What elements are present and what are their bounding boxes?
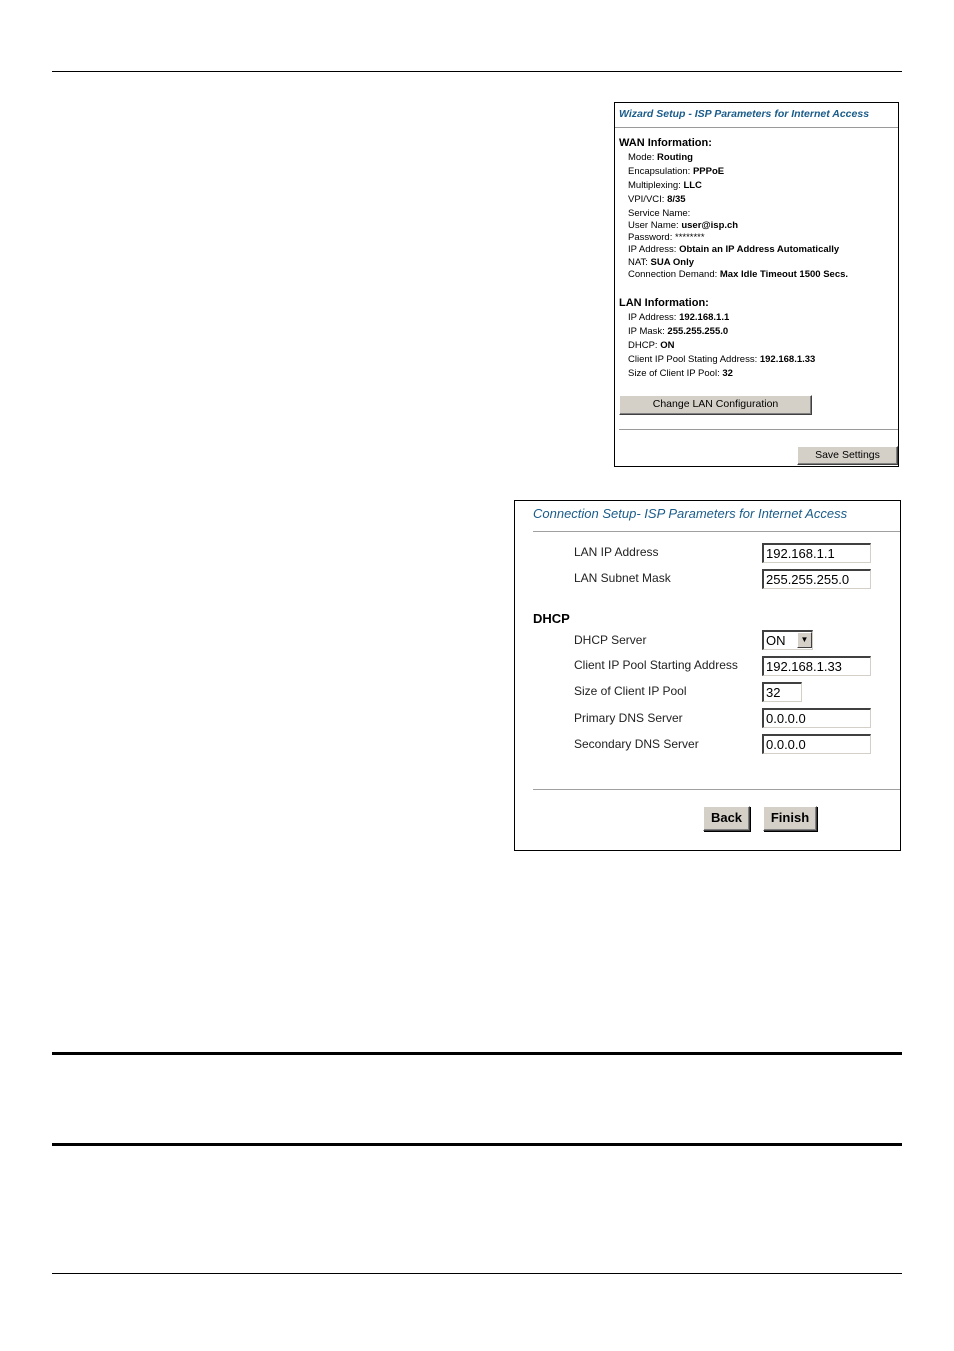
lan-ip-address-label: LAN IP Address (574, 545, 659, 559)
wizard-summary-panel (614, 102, 899, 467)
dhcp-section-heading: DHCP (533, 611, 570, 626)
pool-size-label: Size of Client IP Pool (574, 684, 687, 698)
lan-row-pool-size: Size of Client IP Pool: 32 (628, 368, 733, 379)
primary-dns-input[interactable]: 0.0.0.0 (762, 708, 871, 728)
wan-row-connection-demand: Connection Demand: Max Idle Timeout 1500 Secs. (628, 269, 849, 280)
chevron-down-icon[interactable]: ▼ (797, 632, 812, 648)
wan-row-mode: Mode: Routing (628, 152, 693, 163)
secondary-dns-input[interactable]: 0.0.0.0 (762, 734, 871, 754)
primary-dns-label: Primary DNS Server (574, 711, 683, 725)
lan-subnet-mask-input[interactable]: 255.255.255.0 (762, 569, 871, 589)
lan-row-ip-mask: IP Mask: 255.255.255.0 (628, 326, 729, 337)
finish-button[interactable]: Finish (763, 806, 817, 831)
wan-row-password: Password: ******** (628, 232, 705, 243)
section-rule-top (52, 1052, 902, 1055)
secondary-dns-label: Secondary DNS Server (574, 737, 699, 751)
page-footer-rule (52, 1273, 902, 1274)
lan-row-dhcp: DHCP: ON (628, 340, 675, 351)
section-rule-bottom (52, 1143, 902, 1146)
wan-row-multiplexing: Multiplexing: LLC (628, 180, 702, 191)
connection-setup-panel (514, 500, 901, 851)
wizard-panel-title: Wizard Setup - ISP Parameters for Internet Access (619, 108, 870, 120)
back-button[interactable]: Back (703, 806, 750, 831)
panel-divider (533, 789, 900, 790)
wan-row-user-name: User Name: user@isp.ch (628, 220, 739, 231)
pool-size-input[interactable]: 32 (762, 682, 802, 702)
wan-row-vpi-vci: VPI/VCI: 8/35 (628, 194, 686, 205)
title-divider (533, 531, 900, 532)
dhcp-server-value: ON (766, 633, 786, 648)
wan-row-encapsulation: Encapsulation: PPPoE (628, 166, 725, 177)
lan-ip-address-input[interactable]: 192.168.1.1 (762, 543, 871, 563)
title-divider (615, 127, 898, 128)
wan-row-nat: NAT: SUA Only (628, 257, 694, 268)
save-settings-button[interactable]: Save Settings (797, 446, 898, 465)
pool-start-label: Client IP Pool Starting Address (574, 658, 738, 672)
lan-info-heading: LAN Information: (619, 297, 709, 309)
wan-row-service-name: Service Name: (628, 208, 691, 219)
lan-subnet-mask-label: LAN Subnet Mask (574, 571, 671, 585)
connection-panel-title: Connection Setup- ISP Parameters for Internet Access (533, 506, 848, 521)
dhcp-server-label: DHCP Server (574, 633, 647, 647)
page-header-rule (52, 71, 902, 72)
panel-divider (619, 429, 898, 430)
change-lan-configuration-button[interactable]: Change LAN Configuration (619, 395, 812, 415)
dhcp-server-select[interactable] (762, 630, 813, 650)
pool-start-input[interactable]: 192.168.1.33 (762, 656, 871, 676)
lan-row-pool-start: Client IP Pool Stating Address: 192.168.1.33 (628, 354, 816, 365)
wan-row-ip-address: IP Address: Obtain an IP Address Automatically (628, 244, 840, 255)
lan-row-ip-address: IP Address: 192.168.1.1 (628, 312, 730, 323)
wan-info-heading: WAN Information: (619, 137, 712, 149)
